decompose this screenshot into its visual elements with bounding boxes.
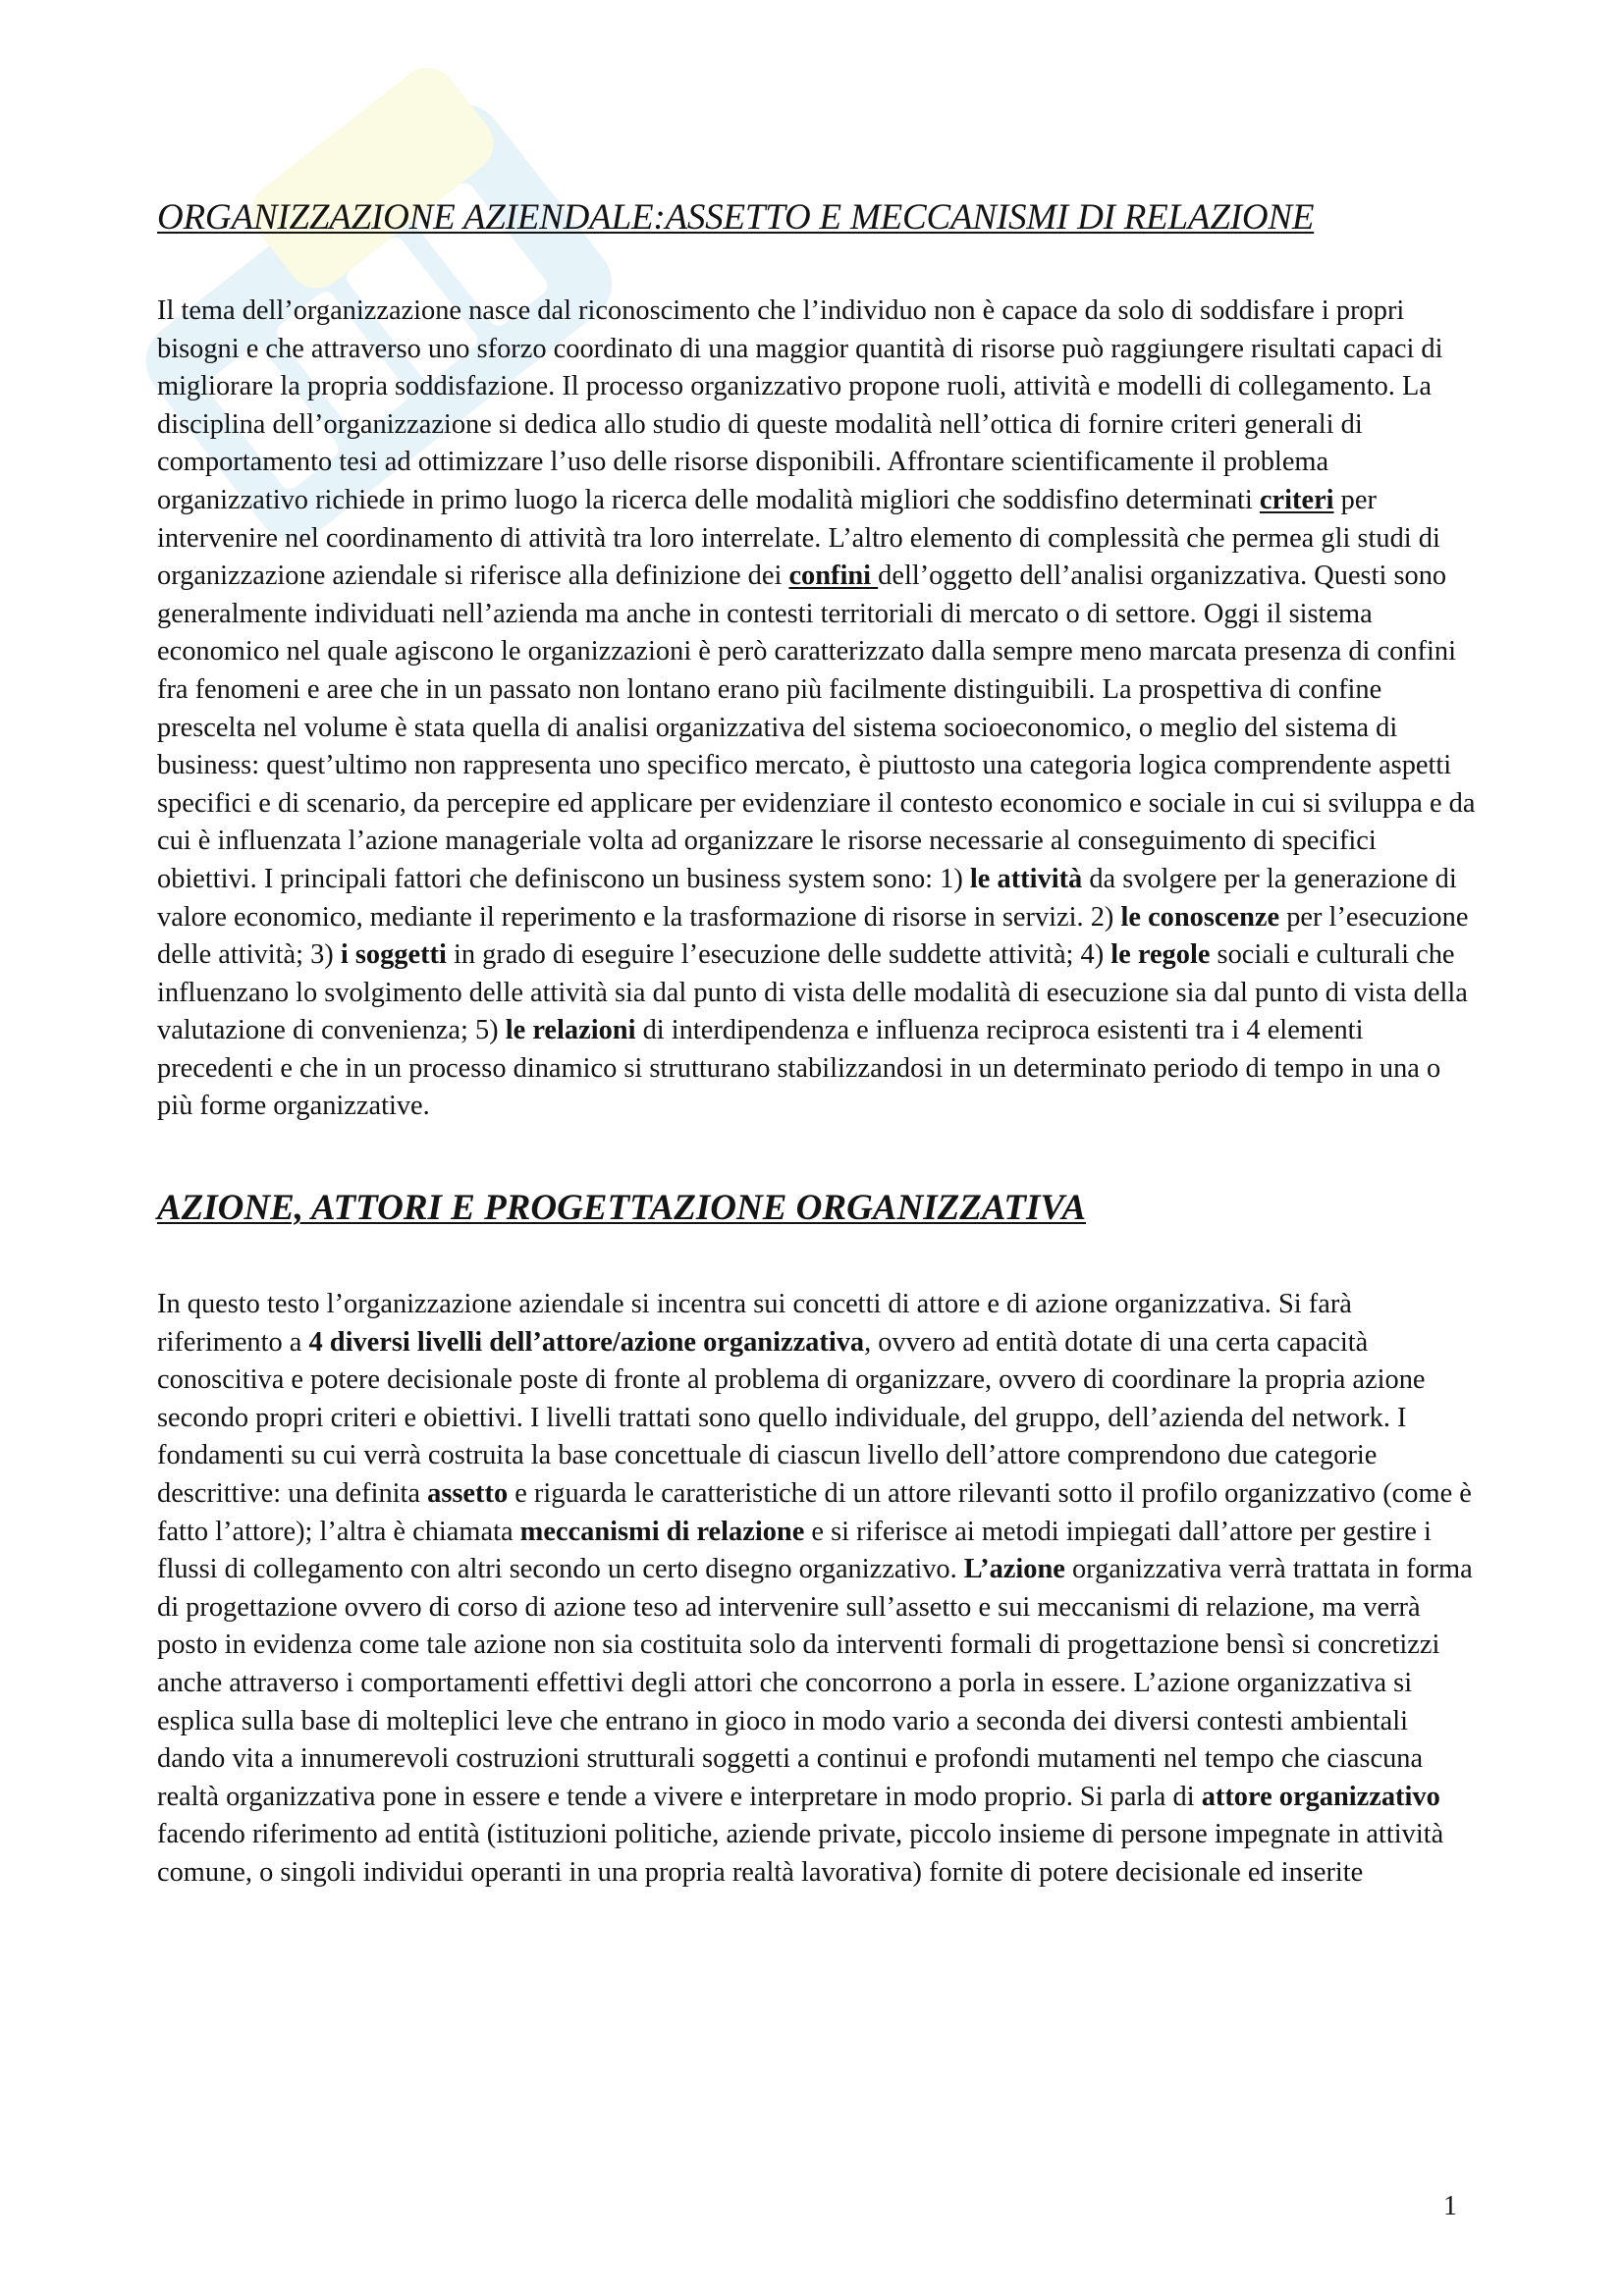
keyword-attivita: le attività (969, 863, 1083, 894)
keyword-conoscenze: le conoscenze (1120, 901, 1280, 933)
keyword-azione: L’azione (963, 1554, 1065, 1585)
section-heading: AZIONE, ATTORI E PROGETTAZIONE ORGANIZZATIVA (157, 1188, 1087, 1229)
keyword-soggetti: i soggetti (340, 939, 447, 971)
text-segment: da svolgere per la generazione di valore economico, mediante il reperimento e la trasformazione di risorse in servizi. 2) (157, 863, 1457, 933)
keyword-assetto: assetto (427, 1478, 509, 1510)
text-segment: sociali e culturali che influenzano lo svolgimento delle attività sia dal punto di vista delle modalità di esecuzione sia dal punto di vista della valutazione di convenienza; 5) (157, 939, 1468, 1046)
intro-paragraph (157, 293, 1478, 1126)
document-page (157, 187, 1478, 1893)
keyword-meccanismi: meccanismi di relazione (519, 1516, 805, 1547)
keyword-criteri: criteri (1259, 484, 1334, 515)
section-paragraph (157, 1286, 1478, 1893)
keyword-confini: confini (788, 561, 879, 592)
text-segment: e si riferisce ai metodi impiegati dall’attore per gestire i flussi di collegamento con altri secondo un certo disegno organizzativo. (157, 1516, 1432, 1585)
document-title: ORGANIZZAZIONE AZIENDALE:ASSETTO E MECCANISMI DI RELAZIONE (157, 197, 1315, 238)
keyword-livelli: 4 diversi livelli dell’attore/azione organizzativa (308, 1326, 865, 1358)
keyword-attore-organizzativo: attore organizzativo (1201, 1781, 1440, 1812)
text-segment: in grado di eseguire l’esecuzione delle suddette attività; 4) (446, 939, 1111, 971)
text-segment: di interdipendenza e influenza reciproca esistenti tra i 4 elementi precedenti e che in un processo dinamico si strutturano stabilizzandosi in un determinato periodo di tempo in una o più forme organizzative. (157, 1015, 1441, 1122)
page-number: 1 (1443, 2191, 1457, 2221)
text-segment: organizzativa verrà trattata in forma di progettazione ovvero di corso di azione teso ad intervenire sull’assetto e sui meccanismi di relazione, ma verrà posto in evidenza come tale azione non sia costituita solo da interventi formali di progettazione bensì si concretizzi anche attraverso i comportamenti effettivi degli attori che concorrono a porla in essere. L’azione organizzativa si esplica sulla base di molteplici leve che entrano in gioco in modo vario a seconda dei diversi contesti ambientali dando vita a innumerevoli costruzioni strutturali soggetti a continui e profondi mutamenti nel tempo che ciascuna realtà organizzativa pone in essere e tende a vivere e interpretare in modo proprio. Si parla di (157, 1554, 1473, 1812)
text-segment: Il tema dell’organizzazione nasce dal riconoscimento che l’individuo non è capace da solo di soddisfare i propri bisogni e che attraverso uno sforzo coordinato di una maggior quantità di risorse può raggiungere risultati capaci di migliorare la propria soddisfazione. Il processo organizzativo propone ruoli, attività e modelli di collegamento. La disciplina dell’organizzazione si dedica allo studio di queste modalità nell’ottica di fornire criteri generali di comportamento tesi ad ottimizzare l’uso delle risorse disponibili. Affrontare scientificamente il problema organizzativo richiede in primo luogo la ricerca delle modalità migliori che soddisfino determinati (157, 295, 1443, 515)
text-segment: per intervenire nel coordinamento di attività tra loro interrelate. L’altro elemento di complessità che permea gli studi di organizzazione aziendale si riferisce alla definizione dei (157, 484, 1440, 592)
text-segment: , ovvero ad entità dotate di una certa capacità conoscitiva e potere decisionale poste di fronte al problema di organizzare, ovvero di coordinare la propria azione secondo propri criteri e obiettivi. I livelli trattati sono quello individuale, del gruppo, dell’azienda del network. I fondamenti su cui verrà costruita la base concettuale di ciascun livello dell’attore comprendono due categorie descrittive: una definita (157, 1326, 1426, 1510)
text-segment: e riguarda le caratteristiche di un attore rilevanti sotto il profilo organizzativo (come è fatto l’attore); l’altra è chiamata (157, 1478, 1472, 1547)
text-segment: per l’esecuzione delle attività; 3) (157, 901, 1469, 971)
text-segment: In questo testo l’organizzazione aziendale si incentra sui concetti di attore e di azione organizzativa. Si farà riferimento a (157, 1289, 1352, 1358)
keyword-regole: le regole (1110, 939, 1211, 971)
text-segment: facendo riferimento ad entità (istituzioni politiche, aziende private, piccolo insieme di persone impegnate in attività comune, o singoli individui operanti in una propria realtà lavorativa) fornite di potere decisionale ed inserite (157, 1819, 1444, 1888)
text-segment: dell’oggetto dell’analisi organizzativa. Questi sono generalmente individuati nell’azienda ma anche in contesti territoriali di mercato o di settore. Oggi il sistema economico nel quale agiscono le organizzazioni è però caratterizzato dalla sempre meno marcata presenza di confini fra fenomeni e aree che in un passato non lontano erano più facilmente distinguibili. La prospettiva di confine prescelta nel volume è stata quella di analisi organizzativa del sistema socioeconomico, o meglio del sistema di business: quest’ultimo non rappresenta uno specifico mercato, è piuttosto una categoria logica comprendente aspetti specifici e di scenario, da percepire ed applicare per evidenziare il contesto economico e sociale in cui si sviluppa e da cui è influenzata l’azione manageriale volta ad organizzare le risorse necessarie al conseguimento di specifici obiettivi. I principali fattori che definiscono un business system sono: 1) (157, 561, 1476, 894)
keyword-relazioni: le relazioni (505, 1015, 636, 1046)
